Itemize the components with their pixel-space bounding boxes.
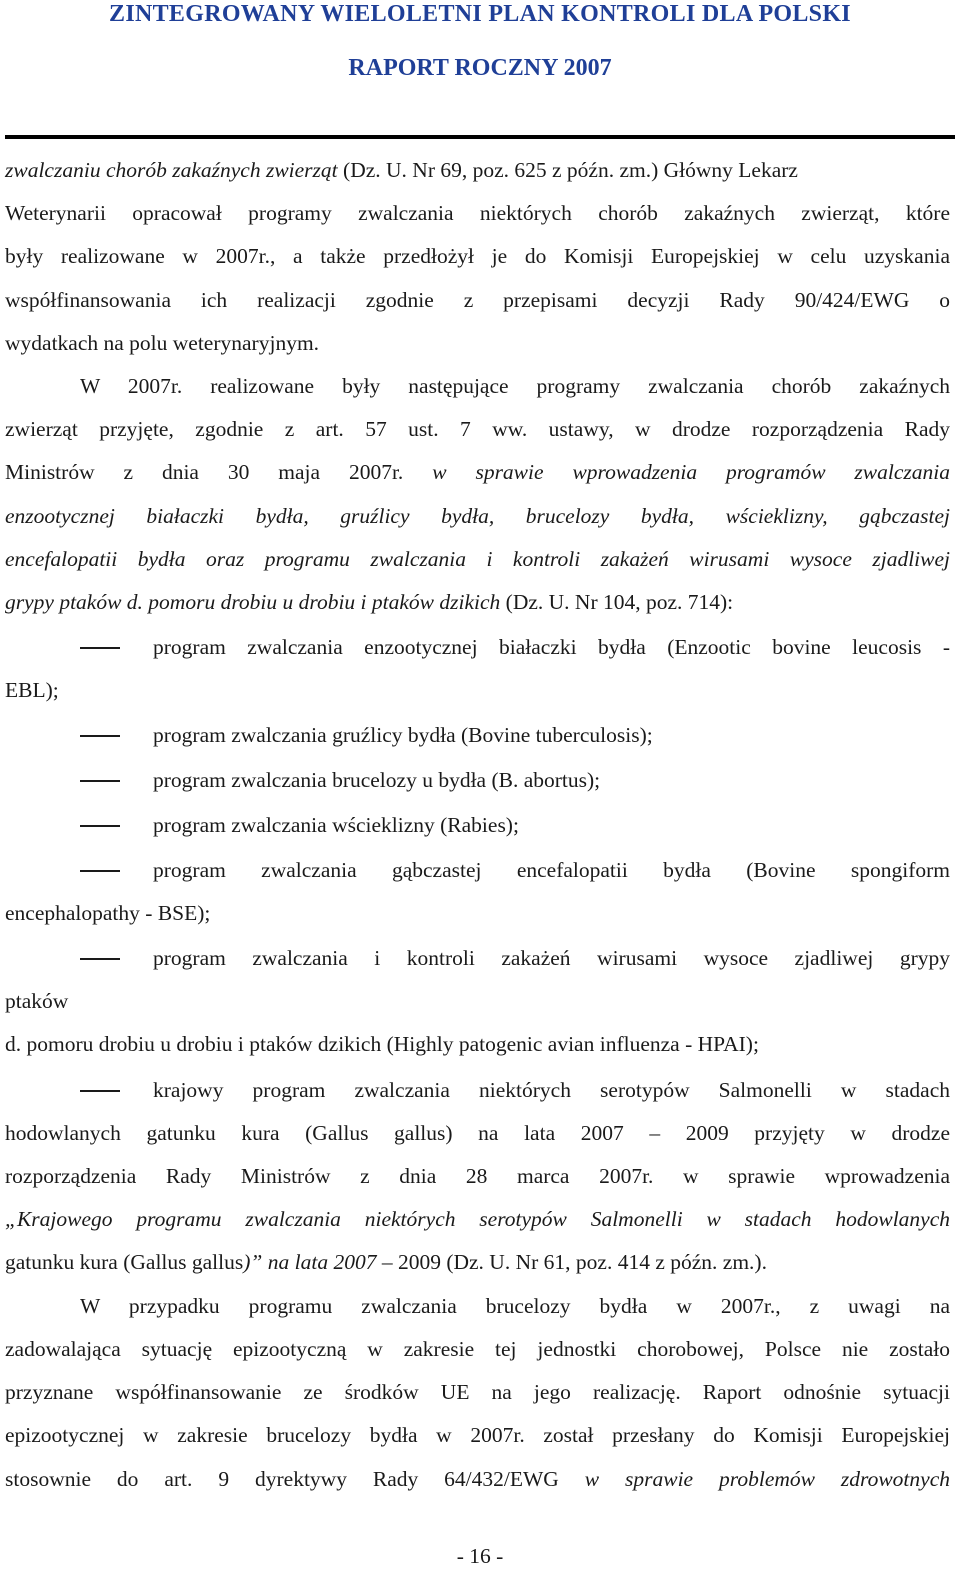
dash-bullet (80, 825, 120, 827)
page-number: - 16 - (456, 1544, 504, 1568)
document-subtitle: RAPORT ROCZNY 2007 (348, 55, 612, 81)
text-line: enzootycznej białaczki bydła, gruźlicy bydła, brucelozy bydła, wścieklizny, gąbczastej (5, 504, 950, 528)
list-item-continuation: gatunku kura (Gallus gallus)” na lata 2007 – 2009 (Dz. U. Nr 61, poz. 414 z późn. zm.). (5, 1250, 767, 1274)
dash-bullet (80, 735, 120, 737)
text-line: encefalopatii bydła oraz programu zwalczania i kontroli zakażeń wirusami wysoce zjadliwej (5, 547, 950, 571)
list-item-continuation: rozporządzenia Rady Ministrów z dnia 28 marca 2007r. w sprawie wprowadzenia (5, 1164, 950, 1188)
text-line: współfinansowania ich realizacji zgodnie z przepisami decyzji Rady 90/424/EWG o (5, 288, 950, 312)
dash-bullet (80, 870, 120, 872)
list-item: program zwalczania wścieklizny (Rabies); (153, 813, 519, 837)
text-line: zwalczaniu chorób zakaźnych zwierząt (Dz. U. Nr 69, poz. 625 z późn. zm.) Główny Lekarz (5, 158, 798, 182)
list-item-continuation: encephalopathy - BSE); (5, 901, 211, 925)
text-line: przyznane współfinansowanie ze środków UE na jego realizację. Raport odnośnie sytuacji (5, 1380, 950, 1404)
list-item: program zwalczania gruźlicy bydła (Bovine tuberculosis); (153, 723, 653, 747)
list-item: krajowy program zwalczania niektórych serotypów Salmonelli w stadach (153, 1078, 950, 1102)
list-item-continuation: hodowlanych gatunku kura (Gallus gallus) na lata 2007 – 2009 przyjęty w drodze (5, 1121, 950, 1145)
text-line: zadowalająca sytuację epizootyczną w zakresie tej jednostki chorobowej, Polsce nie zostało (5, 1337, 950, 1361)
list-item-continuation: EBL); (5, 678, 59, 702)
document-title: ZINTEGROWANY WIELOLETNI PLAN KONTROLI DLA POLSKI (109, 1, 851, 27)
text-line: stosownie do art. 9 dyrektywy Rady 64/432/EWG w sprawie problemów zdrowotnych (5, 1467, 950, 1491)
dash-bullet (80, 1090, 120, 1092)
list-item: program zwalczania enzootycznej białaczki bydła (Enzootic bovine leucosis - (153, 635, 950, 659)
text-line: były realizowane w 2007r., a także przedłożył je do Komisji Europejskiej w celu uzyskania (5, 244, 950, 268)
list-item-continuation: d. pomoru drobiu u drobiu i ptaków dzikich (Highly patogenic avian influenza - HPAI); (5, 1032, 759, 1056)
text-line: W 2007r. realizowane były następujące programy zwalczania chorób zakaźnych (80, 374, 950, 398)
text-line: grypy ptaków d. pomoru drobiu u drobiu i ptaków dzikich (Dz. U. Nr 104, poz. 714): (5, 590, 734, 614)
dash-bullet (80, 958, 120, 960)
list-item: program zwalczania brucelozy u bydła (B. abortus); (153, 768, 601, 792)
list-item-continuation: „Krajowego programu zwalczania niektórych serotypów Salmonelli w stadach hodowlanych (5, 1207, 950, 1231)
text-line: zwierząt przyjęte, zgodnie z art. 57 ust. 7 ww. ustawy, w drodze rozporządzenia Rady (5, 417, 950, 441)
dash-bullet (80, 647, 120, 649)
list-item: program zwalczania gąbczastej encefalopatii bydła (Bovine spongiform (153, 858, 950, 882)
dash-bullet (80, 780, 120, 782)
text-line: wydatkach na polu weterynaryjnym. (5, 331, 320, 355)
text-line: Ministrów z dnia 30 maja 2007r. w sprawie wprowadzenia programów zwalczania (5, 460, 950, 484)
text-line: W przypadku programu zwalczania brucelozy bydła w 2007r., z uwagi na (80, 1294, 950, 1318)
list-item: program zwalczania i kontroli zakażeń wirusami wysoce zjadliwej grypy (153, 946, 950, 970)
header-rule (5, 135, 955, 139)
list-item-continuation: ptaków (5, 989, 69, 1013)
text-line: epizootycznej w zakresie brucelozy bydła w 2007r. został przesłany do Komisji Europejskiej (5, 1423, 950, 1447)
text-line: Weterynarii opracował programy zwalczania niektórych chorób zakaźnych zwierząt, które (5, 201, 950, 225)
